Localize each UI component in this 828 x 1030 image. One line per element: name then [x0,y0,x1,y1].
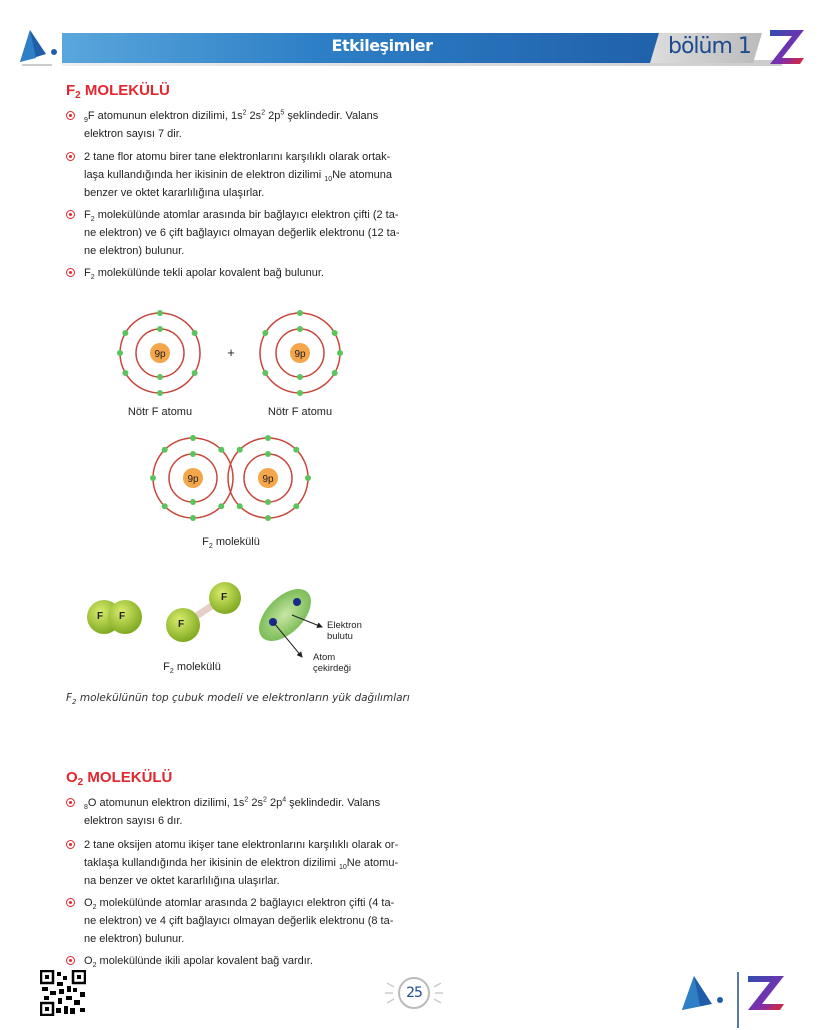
electron [157,310,163,316]
text-segment: laşa kullandığında her ikisinin de elektron dizilimi [84,169,325,181]
bullet-icon [66,898,75,907]
electron [157,326,163,332]
text-segment: 2p [265,110,281,122]
text-segment: 2 [92,962,97,970]
text-segment: F atomunun elektron dizilimi, 1s [87,110,243,122]
text-segment: O [84,955,93,967]
electron [157,390,163,396]
bullet-text [84,894,406,948]
text-segment: 5 [280,109,285,117]
electron [190,435,196,441]
space-filling-model [87,600,142,634]
neutral-atom-label: Nötr F atomu [267,406,333,418]
qr-code-icon[interactable] [40,970,86,1016]
text-segment: O atomunun elektron dizilimi, 1s [87,797,245,809]
text-segment: elektron sayısı 7 dir. [84,128,182,140]
text-segment: şeklindedir. Valans [284,110,379,122]
text-segment: molekülünde atomlar arasında 2 bağlayıcı elektron çifti (4 ta- [96,897,395,909]
bullet-text [84,206,406,260]
heading-rest: MOLEKÜLÜ [83,769,173,786]
f-letter: F [178,619,185,630]
o2-bullet [66,836,406,890]
text-segment: Ne atomuna [332,169,393,181]
bullet-text [84,836,406,890]
electron [297,374,303,380]
text-segment: 2 tane oksijen atomu ikişer tane elektronlarını karşılıklı olarak or- [84,839,399,851]
heading-main: O [66,769,78,786]
bullet-text [84,148,406,202]
ball-stick-model [166,582,241,642]
bullet-icon [66,268,75,277]
section-label: bölüm 1 [668,34,751,59]
text-segment: 2 [92,904,97,912]
bullet-icon [66,210,75,219]
atom-nucleus-label: Atom çekirdeği [313,652,352,674]
electron [265,435,271,441]
label-main: F [202,536,209,548]
o2-bullet [66,894,406,948]
f2-bullet [66,148,406,202]
text-segment: 2 [261,109,266,117]
electron [332,330,338,336]
electron [265,499,271,505]
plus-sign: + [227,345,235,360]
text-segment: 2s [246,110,262,122]
molecule-label [132,661,252,675]
f-letter: F [119,611,126,622]
electron [150,475,156,481]
neutral-atom-label: Nötr F atomu [127,406,193,418]
text-segment: elektron sayısı 6 dır. [84,815,183,827]
text-segment: 10 [324,176,333,184]
electron [297,326,303,332]
text-segment: benzer ve oktet kararlılığına ulaşırlar. [84,187,265,199]
label-rest: molekülü [212,536,260,548]
bullet-icon [66,840,75,849]
electron-cloud-model [250,580,322,657]
electron [190,499,196,505]
bullet-icon [66,798,75,807]
electron [122,370,128,376]
text-segment: Ne atomu- [346,857,399,869]
text-segment: na benzer ve oktet kararlılığına ulaşırlar. [84,875,280,887]
electron [265,451,271,457]
o2-bullet [66,794,406,830]
f-letter: F [221,592,228,603]
electron [293,503,299,509]
text-segment: taklaşa kullandığında her ikisinin de elektron dizilimi [84,857,339,869]
figure-caption [66,692,410,706]
o2-bullet [66,952,406,970]
electron [190,515,196,521]
f-letter: F [97,611,104,622]
nucleus-label: 9p [294,349,306,360]
electron [265,515,271,521]
heading-sub: 2 [77,777,84,788]
brand-z-logo-icon [768,28,808,66]
f2-bullet [66,107,406,143]
electron [262,330,268,336]
electron [297,310,303,316]
f2-bullet [66,264,406,282]
heading-main: F [66,82,76,99]
text-segment: 2 [90,216,95,224]
nucleus-label: 9p [154,349,166,360]
text-segment: 2 [90,274,95,282]
text-segment: ne elektron) bulunur. [84,245,185,257]
f2-heading [66,82,170,101]
electron [237,503,243,509]
bullet-text [84,952,406,970]
bullet-text [84,794,406,830]
label-main: F [163,661,170,673]
text-segment: 2 [244,796,249,804]
electron [237,447,243,453]
text-segment: 8 [84,804,88,812]
bullet-text [84,264,406,282]
text-segment: 2p [266,797,283,809]
electron [218,447,224,453]
electron [157,374,163,380]
nucleus-label: 9p [187,474,199,485]
electron [190,451,196,457]
text-segment: ne elektron) bulunur. [84,933,185,945]
heading-sub: 2 [75,90,81,101]
text-segment: 4 [282,796,287,804]
molecule-label [171,536,291,550]
text-segment: 2s [248,797,264,809]
electron [192,370,198,376]
electron [192,330,198,336]
caption-sub: 2 [72,698,77,707]
text-segment: ne elektron) ve 6 çift bağlayıcı olmayan değerlik elektronu (12 ta- [84,227,400,239]
electron [162,447,168,453]
electron [122,330,128,336]
text-segment: molekülünde ikili apolar kovalent bağ vardır. [96,955,313,967]
text-segment: F [84,209,91,221]
text-segment: F [84,267,91,279]
electron [293,447,299,453]
bullet-icon [66,111,75,120]
bullet-icon [66,956,75,965]
electron [262,370,268,376]
heading-rest: MOLEKÜLÜ [80,82,170,99]
label-rest: molekülü [173,661,221,673]
text-segment: O [84,897,93,909]
label-sub: 2 [208,543,213,551]
page-number: 25 [406,985,422,1001]
label-sub: 2 [169,668,174,676]
caption-main: F [66,692,73,704]
text-segment: 2 tane flor atomu birer tane elektronlarını karşılıklı olarak ortak- [84,151,391,163]
electron-cloud-label: Elektron bulutu [327,620,362,642]
text-segment: 10 [338,864,347,872]
electron [218,503,224,509]
fluorine-atom-diagram [0,300,420,540]
text-segment: molekülünde atomlar arasında bir bağlayıcı elektron çifti (2 ta- [94,209,399,221]
electron [337,350,343,356]
text-segment: 9 [84,117,88,125]
electron [297,390,303,396]
electron [332,370,338,376]
electron [305,475,311,481]
text-segment: 2 [242,109,247,117]
publisher-logo-icon [16,28,62,68]
text-segment: molekülünde tekli apolar kovalent bağ bulunur. [94,267,324,279]
o2-heading [66,769,172,788]
caption-rest: molekülünün top çubuk modeli ve elektronların yük dağılımları [76,692,410,704]
text-segment: ne elektron) ve 4 çift bağlayıcı olmayan değerlik elektronu (8 ta- [84,915,394,927]
f2-bullet [66,206,406,260]
electron [117,350,123,356]
text-segment: şeklindedir. Valans [286,797,381,809]
bullet-text [84,107,406,143]
electron [162,503,168,509]
bullet-icon [66,152,75,161]
footer-logos-icon [678,970,793,1030]
nucleus-label: 9p [262,474,274,485]
text-segment: 2 [263,796,267,804]
header-title: Etkileşimler [331,36,433,55]
